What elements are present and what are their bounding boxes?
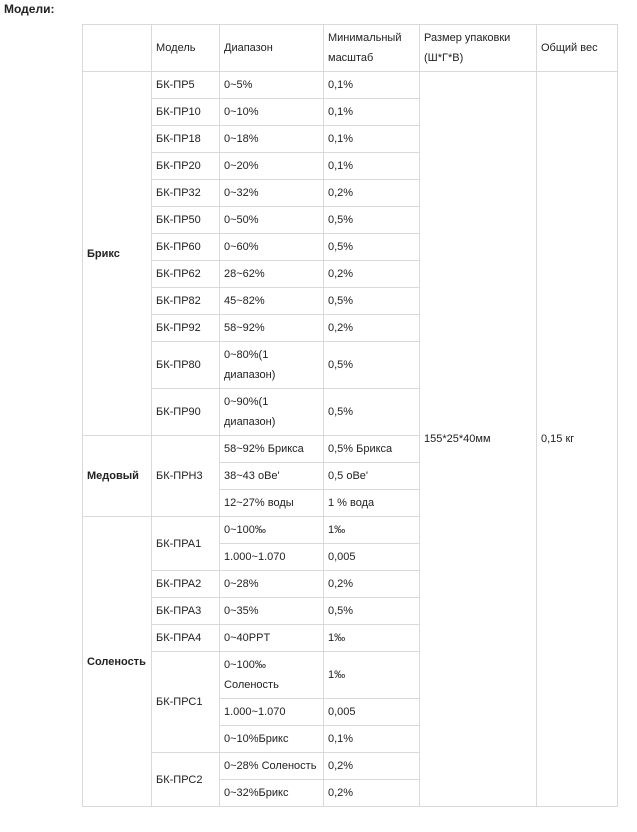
range-cell: 0~20% (220, 153, 324, 180)
model-cell: БК-ПРА4 (152, 625, 220, 652)
model-cell: БК-ПРА1 (152, 517, 220, 571)
table-header-row (83, 25, 618, 72)
header-empty-cell (83, 25, 152, 72)
range-cell: 38~43 оВе' (220, 463, 324, 490)
range-cell: 0~32% (220, 180, 324, 207)
range-cell: 0~60% (220, 234, 324, 261)
scale-cell: 0,005 (324, 544, 420, 571)
scale-cell: 0,5% (324, 342, 420, 389)
range-cell: 58~92% (220, 315, 324, 342)
model-cell: БК-ПРА2 (152, 571, 220, 598)
range-cell: 0~18% (220, 126, 324, 153)
table-row (83, 72, 618, 99)
scale-cell: 0,005 (324, 699, 420, 726)
scale-cell: 0,2% (324, 315, 420, 342)
scale-cell: 0,1% (324, 72, 420, 99)
scale-cell: 0,5% (324, 288, 420, 315)
scale-cell: 0,5% (324, 207, 420, 234)
header-pack-size: Размер упаковки (Ш*Г*В) (420, 25, 537, 72)
range-cell: 0~5% (220, 72, 324, 99)
scale-cell: 0,2% (324, 571, 420, 598)
range-cell: 0~10%Брикс (220, 726, 324, 753)
pack-size-cell: 155*25*40мм (420, 72, 537, 807)
scale-cell: 0,1% (324, 126, 420, 153)
scale-cell: 0,1% (324, 153, 420, 180)
header-range: Диапазон (220, 25, 324, 72)
range-cell: 0~40PPT (220, 625, 324, 652)
scale-cell: 1‰ (324, 652, 420, 699)
group-brix: Брикс (83, 72, 152, 436)
model-cell: БК-ПРС1 (152, 652, 220, 753)
range-cell: 45~82% (220, 288, 324, 315)
section-heading: Модели: (4, 2, 55, 16)
scale-cell: 0,2% (324, 180, 420, 207)
range-cell: 1.000~1.070 (220, 699, 324, 726)
range-cell: 0~100‰ (220, 517, 324, 544)
scale-cell: 0,5% (324, 234, 420, 261)
model-cell: БК-ПР90 (152, 389, 220, 436)
range-cell: 0~28% Соленость (220, 753, 324, 780)
model-cell: БК-ПРС2 (152, 753, 220, 807)
model-cell: БК-ПР60 (152, 234, 220, 261)
header-weight: Общий вес (537, 25, 618, 72)
scale-cell: 1‰ (324, 517, 420, 544)
models-table (82, 24, 618, 807)
range-cell: 28~62% (220, 261, 324, 288)
range-cell: 0~35% (220, 598, 324, 625)
range-cell: 0~100‰ Соленость (220, 652, 324, 699)
model-cell: БК-ПРА3 (152, 598, 220, 625)
weight-cell: 0,15 кг (537, 72, 618, 807)
model-cell: БК-ПРН3 (152, 436, 220, 517)
header-min-scale: Минимальный масштаб (324, 25, 420, 72)
model-cell: БК-ПР18 (152, 126, 220, 153)
scale-cell: 0,5 оВе' (324, 463, 420, 490)
scale-cell: 0,1% (324, 99, 420, 126)
scale-cell: 0,1% (324, 726, 420, 753)
model-cell: БК-ПР10 (152, 99, 220, 126)
range-cell: 0~10% (220, 99, 324, 126)
scale-cell: 1 % вода (324, 490, 420, 517)
model-cell: БК-ПР82 (152, 288, 220, 315)
model-cell: БК-ПР32 (152, 180, 220, 207)
range-cell: 0~32%Брикс (220, 780, 324, 807)
header-model: Модель (152, 25, 220, 72)
group-salinity: Соленость (83, 517, 152, 807)
model-cell: БК-ПР92 (152, 315, 220, 342)
range-cell: 1.000~1.070 (220, 544, 324, 571)
model-cell: БК-ПР20 (152, 153, 220, 180)
range-cell: 0~80%(1 диапазон) (220, 342, 324, 389)
model-cell: БК-ПР50 (152, 207, 220, 234)
scale-cell: 1‰ (324, 625, 420, 652)
range-cell: 58~92% Брикса (220, 436, 324, 463)
model-cell: БК-ПР5 (152, 72, 220, 99)
scale-cell: 0,5% (324, 598, 420, 625)
scale-cell: 0,2% (324, 753, 420, 780)
scale-cell: 0,2% (324, 780, 420, 807)
range-cell: 12~27% воды (220, 490, 324, 517)
group-honey: Медовый (83, 436, 152, 517)
model-cell: БК-ПР62 (152, 261, 220, 288)
range-cell: 0~50% (220, 207, 324, 234)
range-cell: 0~28% (220, 571, 324, 598)
model-cell: БК-ПР80 (152, 342, 220, 389)
range-cell: 0~90%(1 диапазон) (220, 389, 324, 436)
scale-cell: 0,5% Брикса (324, 436, 420, 463)
scale-cell: 0,5% (324, 389, 420, 436)
scale-cell: 0,2% (324, 261, 420, 288)
